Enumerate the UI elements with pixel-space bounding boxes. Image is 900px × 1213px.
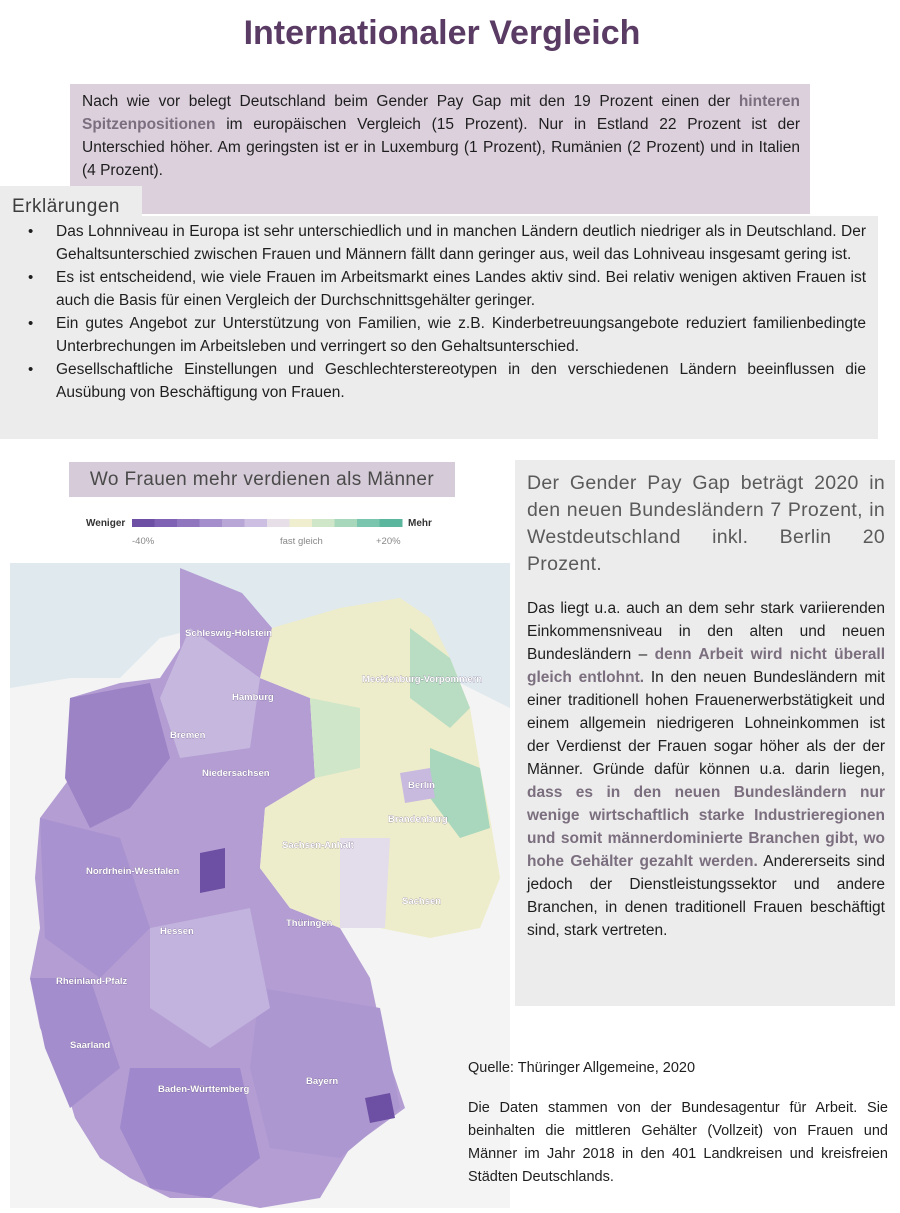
explanations-heading: Erklärungen — [12, 196, 120, 217]
state-label: Berlin — [408, 780, 435, 791]
east-lead: Der Gender Pay Gap beträgt 2020 in den neuen Bundesländern 7 Prozent, in Westdeutschland inkl. Berlin 20 Prozent. — [527, 472, 885, 575]
intro-text-before: Nach wie vor belegt Deutschland beim Gender Pay Gap mit den 19 Prozent einen der — [82, 93, 739, 110]
state-label: Hamburg — [232, 692, 274, 703]
legend-swatch — [222, 519, 245, 527]
list-item: • Ein gutes Angebot zur Unterstützung von Familien, wie z.B. Kinderbetreuungsangebote reduziert familienbedingte Unterbrechungen im Arbeitsleben und verringert so den Gehaltsunterschied. — [28, 312, 866, 358]
legend-tick-mid: fast gleich — [280, 536, 323, 547]
list-item: • Gesellschaftliche Einstellungen und Geschlechterstereotypen in den verschiedenen Ländern beeinflussen die Ausübung von Beschäftigung von Frauen. — [28, 358, 866, 404]
legend-swatch — [245, 519, 268, 527]
intro-text-after: im europäischen Vergleich (15 Prozent). Nur in Estland 22 Prozent ist der Unterschied höher. Am geringsten ist er in Luxemburg (1 Prozent), Rumänien (2 Prozent) und in Italien (4 Prozent). — [82, 116, 800, 179]
state-label: Thüringen — [286, 918, 333, 929]
germany-map — [10, 508, 510, 1208]
region-green-sa — [310, 698, 360, 778]
legend-swatch — [267, 519, 290, 527]
east-text: In den neuen Bundesländern mit einer traditionell hohen Frauenerwerbstätigkeit und einem allgemein niedrigeren Lohneinkommen ist der Verdienst der Frauen sogar höher als der der Männer. Gründe dafür können u.a. darin liegen, — [527, 669, 885, 778]
legend-swatch — [380, 519, 403, 527]
state-label: Saarland — [70, 1040, 111, 1051]
region-dark-spot — [200, 848, 225, 893]
region-sachsen-west — [340, 838, 390, 928]
state-label: Bremen — [170, 730, 206, 741]
state-label: Sachsen — [402, 896, 442, 907]
legend-right-label: Mehr — [408, 518, 432, 529]
legend-swatch — [155, 519, 178, 527]
map-title: Wo Frauen mehr verdienen als Männer — [89, 469, 435, 490]
state-label: Brandenburg — [388, 814, 448, 825]
intro-box — [70, 84, 810, 214]
state-label: Rheinland-Pfalz — [56, 976, 128, 987]
legend-swatch — [335, 519, 358, 527]
legend-tick-min: -40% — [132, 536, 155, 547]
explanations-list — [28, 220, 866, 404]
source: Quelle: Thüringer Allgemeine, 2020 — [468, 1060, 696, 1076]
east-text: Andererseits sind jedoch der Dienstleistungssektor und andere Branchen, in denen traditionell Frauen beschäftigt sind, stark vertreten. — [527, 853, 885, 939]
east-highlight: dass es in den neuen Bundesländern nur wenige wirtschaftlich starke Industrieregionen und somit männerdominierte Branchen gibt, wo hohe Gehälter gezahlt werden. — [527, 784, 885, 870]
east-highlight: denn Arbeit wird nicht überall gleich entlohnt. — [527, 646, 885, 686]
legend-swatch — [200, 519, 223, 527]
legend-swatch — [290, 519, 313, 527]
region-dark-spot — [365, 1093, 395, 1123]
intro-highlight: hinteren Spitzenpositionen — [82, 93, 800, 133]
state-label: Hessen — [160, 926, 194, 937]
intro-text — [82, 90, 800, 182]
legend-swatch — [177, 519, 200, 527]
east-body — [527, 597, 885, 942]
data-note: Die Daten stammen von der Bundesagentur für Arbeit. Sie beinhalten die mittleren Gehälter (Vollzeit) von Frauen und Männer im Jahr 2018 in den 401 Landkreisen und kreisfreien Städten Deutschlands. — [468, 1100, 888, 1185]
east-text: Das liegt u.a. auch an dem sehr stark variierenden Einkommensniveau in den alten und neuen Bundesländern – — [527, 600, 885, 663]
legend-swatch — [312, 519, 335, 527]
page-title: Internationaler Vergleich — [243, 14, 641, 52]
legend-tick-max: +20% — [376, 536, 401, 547]
state-label: Schleswig-Holstein — [185, 628, 273, 639]
legend-color-bar — [132, 519, 403, 527]
state-label: Baden-Württemberg — [158, 1084, 250, 1095]
state-label: Sachsen-Anhalt — [282, 840, 354, 851]
list-item: • Das Lohnniveau in Europa ist sehr unterschiedlich und in manchen Ländern deutlich niedriger als in Deutschland. Der Gehaltsunterschied zwischen Frauen und Männern fällt dann geringer aus, weil das Lohniveau insgesamt gering ist. — [28, 220, 866, 266]
legend-swatch — [357, 519, 380, 527]
state-label: Mecklenburg-Vorpommern — [362, 674, 483, 685]
list-item: • Es ist entscheidend, wie viele Frauen im Arbeitsmarkt eines Landes aktiv sind. Bei relativ wenigen aktiven Frauen ist auch die Basis für einen Vergleich der Durchschnittsgehälter geringer. — [28, 266, 866, 312]
state-label: Nordrhein-Westfalen — [86, 866, 180, 877]
state-label: Niedersachsen — [202, 768, 270, 779]
legend-left-label: Weniger — [86, 518, 126, 529]
state-label: Bayern — [306, 1076, 339, 1087]
legend-swatch — [132, 519, 155, 527]
